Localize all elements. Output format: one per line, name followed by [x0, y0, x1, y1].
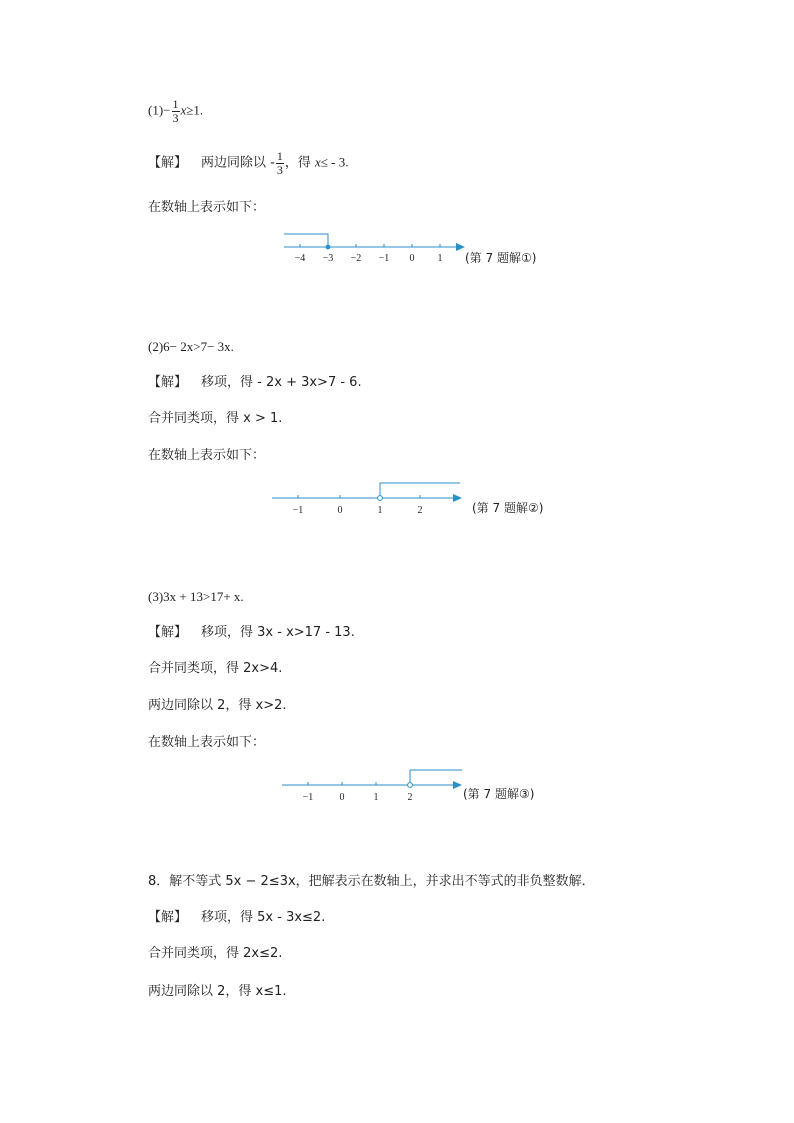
- solution-text: 移项，得 5x - 3x≤2.: [201, 910, 326, 925]
- number-line-1: [280, 228, 470, 268]
- number-line-3: [280, 765, 470, 807]
- solution-tag: 【解】: [148, 625, 188, 640]
- solution-text-b: ，得: [284, 155, 315, 171]
- fraction-denominator: 3: [276, 163, 283, 177]
- tick-label: −1: [302, 792, 314, 803]
- tick-label: 1: [377, 505, 383, 516]
- problem-3-solution: [148, 623, 355, 642]
- problem-1-question: [148, 98, 203, 125]
- problem-2-axis-intro: 在数轴上表示如下：: [148, 448, 266, 463]
- tick-label: −4: [294, 253, 306, 264]
- problem-1-rest: ≥1.: [186, 102, 204, 118]
- figure-caption-3: (第 7 题解③): [463, 787, 535, 801]
- axis-arrow: [453, 494, 462, 502]
- tick-label: 0: [339, 792, 345, 803]
- solution-text: 移项，得 3x - x>17 - 13.: [201, 625, 355, 640]
- problem-2-solution: [148, 373, 362, 392]
- tick-label: −3: [322, 253, 334, 264]
- solution-text-a: 两边同除以 -: [201, 155, 275, 171]
- solution-tag: 【解】: [148, 155, 188, 171]
- solution-range: [410, 770, 462, 783]
- solution-tag: 【解】: [148, 375, 188, 390]
- solution-text-c: ≤ - 3.: [320, 154, 349, 170]
- solution-tag: 【解】: [148, 910, 188, 925]
- problem-8-step-2: 两边同除以 2，得 x≤1.: [148, 984, 287, 999]
- tick-label: 2: [417, 505, 423, 516]
- variable: x: [180, 102, 187, 118]
- problem-2-question: (2)6− 2x>7− 3x.: [148, 339, 234, 354]
- problem-3-question: (3)3x + 13>17+ x.: [148, 589, 244, 604]
- tick-label: 0: [409, 253, 415, 264]
- open-endpoint: [378, 496, 383, 501]
- tick-label: −2: [350, 253, 362, 264]
- problem-2-step-1: 合并同类项，得 x > 1.: [148, 411, 283, 426]
- problem-3-step-1: 合并同类项，得 2x>4.: [148, 661, 283, 676]
- tick-label: −1: [378, 253, 390, 264]
- fraction-numerator: 1: [276, 149, 283, 163]
- figure-caption-2: (第 7 题解②): [472, 501, 544, 515]
- open-endpoint: [408, 783, 413, 788]
- axis-arrow: [453, 781, 462, 789]
- solution-range: [284, 234, 328, 247]
- tick-label: 1: [373, 792, 379, 803]
- solution-range: [380, 483, 460, 496]
- tick-label: 1: [437, 253, 443, 264]
- fraction-numerator: 1: [172, 97, 179, 111]
- tick-label: 2: [407, 792, 413, 803]
- variable: x: [314, 154, 321, 170]
- closed-endpoint: [326, 245, 331, 250]
- problem-8-question: 8．解不等式 5x − 2≤3x，把解表示在数轴上，并求出不等式的非负整数解．: [148, 874, 595, 889]
- fraction: [276, 150, 284, 177]
- problem-3-step-2: 两边同除以 2，得 x>2.: [148, 698, 287, 713]
- problem-1-prefix: (1)−: [148, 102, 171, 118]
- solution-text: 移项，得 - 2x + 3x>7 - 6.: [201, 375, 362, 390]
- number-line-2: [270, 478, 470, 520]
- fraction: [172, 98, 180, 125]
- problem-8-step-1: 合并同类项，得 2x≤2.: [148, 946, 283, 961]
- problem-8-solution: [148, 908, 325, 927]
- tick-label: −1: [292, 505, 304, 516]
- fraction-denominator: 3: [172, 111, 179, 125]
- tick-label: 0: [337, 505, 343, 516]
- problem-1-axis-intro: 在数轴上表示如下：: [148, 200, 266, 215]
- axis-arrow: [456, 243, 465, 251]
- problem-1-solution: [148, 150, 348, 177]
- problem-3-axis-intro: 在数轴上表示如下：: [148, 735, 266, 750]
- figure-caption-1: (第 7 题解①): [465, 251, 537, 265]
